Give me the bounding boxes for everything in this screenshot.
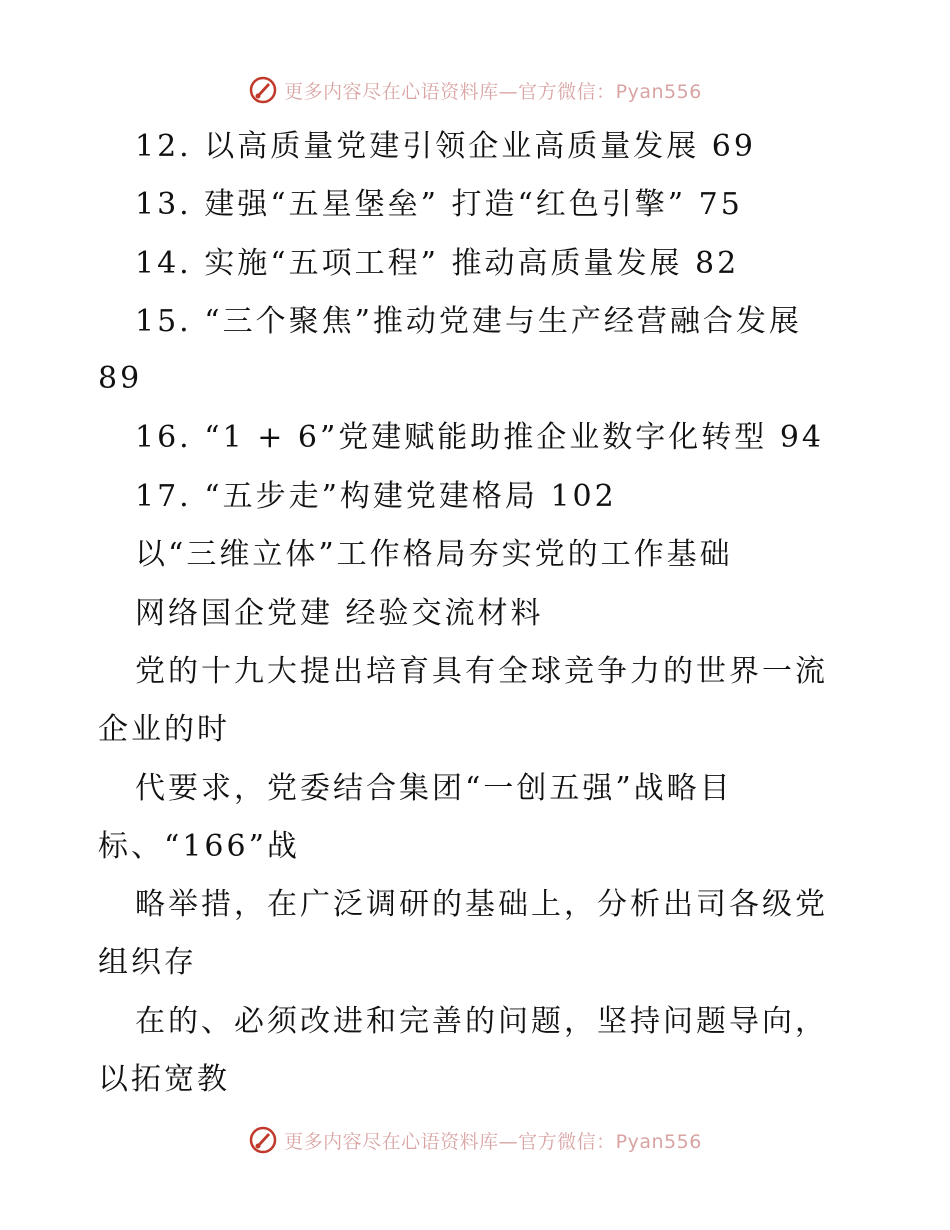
paragraph-line-wrap: 企业的时: [98, 712, 230, 747]
toc-line: 15. “三个聚焦”推动党建与生产经营融合发展: [135, 304, 802, 339]
paragraph-line-wrap: 组织存: [98, 945, 197, 980]
paragraph-line-wrap: 标、“166”战: [98, 829, 300, 864]
paragraph-line: 党的十九大提出培育具有全球竞争力的世界一流: [135, 654, 828, 689]
footer-banner-text: 更多内容尽在心语资料库—官方微信：Pyan556: [284, 1130, 702, 1153]
article-title: 以“三维立体”工作格局夯实党的工作基础: [135, 537, 733, 572]
toc-line: 16. “1 + 6”党建赋能助推企业数字化转型 94: [135, 420, 825, 455]
header-banner-text: 更多内容尽在心语资料库—官方微信：Pyan556: [284, 80, 702, 103]
paragraph-line: 代要求，党委结合集团“一创五强”战略目: [135, 771, 733, 806]
toc-line-wrap: 89: [98, 361, 143, 396]
toc-line: 17. “五步走”构建党建格局 102: [135, 479, 617, 514]
toc-line: 13. 建强“五星堡垒” 打造“红色引擎” 75: [135, 187, 743, 222]
seal-logo-icon: [248, 75, 278, 105]
footer-banner: [0, 1120, 950, 1160]
paragraph-line: 在的、必须改进和完善的问题，坚持问题导向，: [135, 1004, 828, 1039]
header-banner: [0, 70, 950, 110]
seal-logo-icon: [248, 1125, 278, 1155]
toc-line: 14. 实施“五项工程” 推动高质量发展 82: [135, 246, 740, 281]
toc-line: 12. 以高质量党建引领企业高质量发展 69: [135, 129, 756, 164]
paragraph-line-wrap: 以拓宽教: [98, 1062, 230, 1097]
article-subtitle: 网络国企党建 经验交流材料: [135, 596, 544, 631]
paragraph-line: 略举措，在广泛调研的基础上，分析出司各级党: [135, 887, 828, 922]
